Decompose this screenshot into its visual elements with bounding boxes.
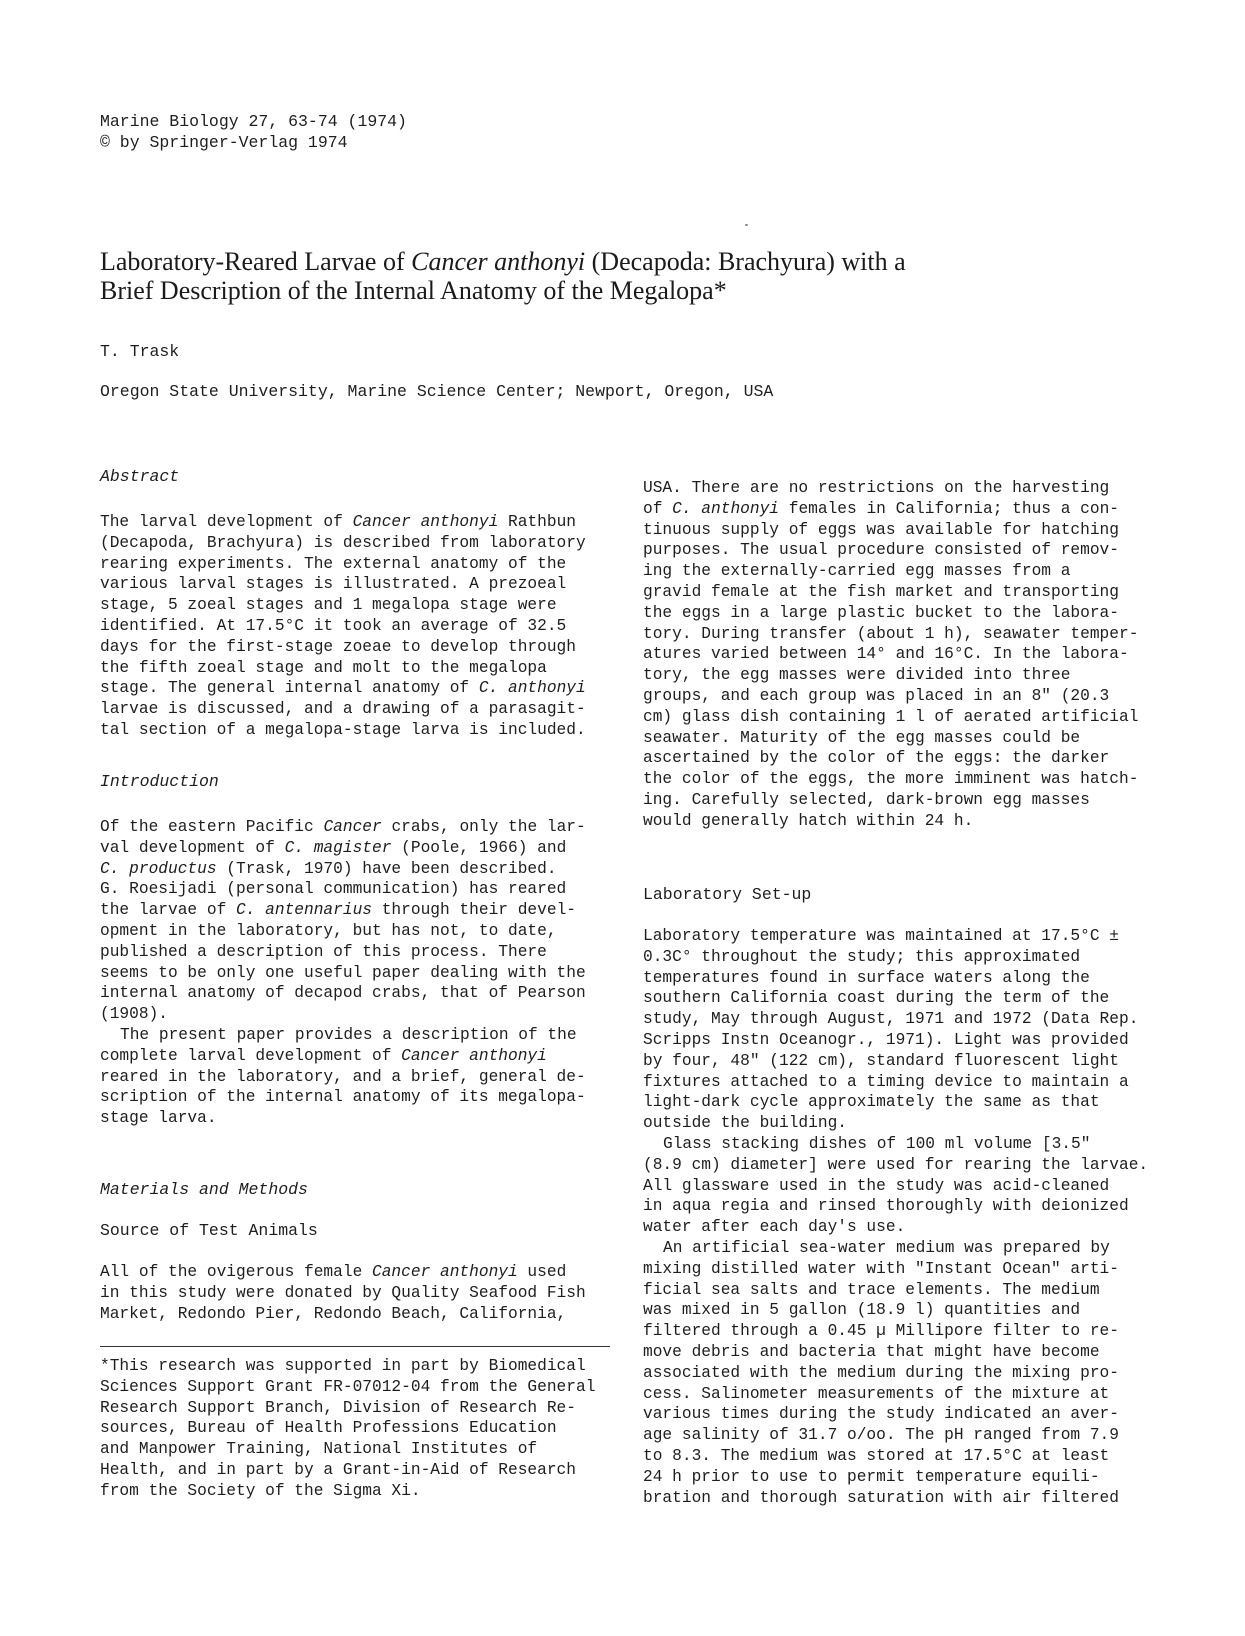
text-segment: opment in the laboratory, but has not, to date, xyxy=(100,921,557,940)
text-line xyxy=(643,926,1173,947)
text-segment: val development of xyxy=(100,838,285,857)
text-segment: stage larva. xyxy=(100,1109,217,1128)
text-segment: stage. The general internal anatomy of xyxy=(100,679,479,698)
text-segment: 24 h prior to use to permit temperature equili- xyxy=(643,1467,1100,1486)
text-segment: in aqua regia and rinsed thoroughly with deionized xyxy=(643,1197,1129,1216)
text-segment: used xyxy=(517,1263,567,1281)
text-segment: Laboratory temperature was maintained at 17.5°C ± xyxy=(643,927,1119,945)
text-line xyxy=(643,644,1173,665)
text-line xyxy=(100,1460,620,1481)
text-line xyxy=(100,637,620,658)
text-segment: Research Support Branch, Division of Research Re- xyxy=(100,1398,576,1417)
text-segment: tinuous supply of eggs was available for hatching xyxy=(643,520,1119,539)
text-line xyxy=(643,1113,1173,1134)
text-segment: Rathbun xyxy=(498,513,577,531)
text-segment: was mixed in 5 gallon (18.9 l) quantities and xyxy=(643,1301,1081,1320)
text-segment: internal anatomy of decapod crabs, that of Pearson xyxy=(100,984,586,1003)
text-segment: tory. During transfer (about 1 h), seawater temper- xyxy=(643,624,1139,643)
text-line xyxy=(643,968,1173,989)
text-line xyxy=(100,1004,620,1025)
text-segment: associated with the medium during the mixing pro- xyxy=(643,1363,1119,1382)
text-line xyxy=(100,983,620,1004)
text-line xyxy=(643,478,1173,499)
species-name: C. anthonyi xyxy=(478,679,586,698)
species-name: C. antennarius xyxy=(236,901,372,920)
species-name: C. anthonyi xyxy=(672,499,780,518)
text-line xyxy=(643,686,1173,707)
text-line xyxy=(100,595,620,616)
text-segment: Health, and in part by a Grant-in-Aid of Research xyxy=(100,1460,576,1479)
text-segment: G. Roesijadi (personal communication) has reared xyxy=(100,880,567,899)
text-segment: to 8.3. The medium was stored at 17.5°C at least xyxy=(643,1446,1110,1465)
text-line xyxy=(643,582,1173,603)
text-line xyxy=(643,1092,1173,1113)
text-line xyxy=(643,1404,1173,1425)
scan-speck xyxy=(745,224,748,226)
text-segment: age salinity of 31.7 o/oo. The pH ranged from 7.9 xyxy=(643,1426,1119,1445)
text-segment: An artificial sea-water medium was prepared by xyxy=(663,1238,1110,1257)
text-line xyxy=(643,1467,1173,1488)
text-segment: ing. Carefully selected, dark-brown egg masses xyxy=(643,790,1090,809)
text-line xyxy=(643,707,1173,728)
journal-citation xyxy=(100,111,407,153)
text-segment: Sciences Support Grant FR-07012-04 from the General xyxy=(100,1377,596,1396)
text-line xyxy=(100,658,620,679)
text-line xyxy=(643,769,1173,790)
text-line xyxy=(100,1283,620,1304)
text-line xyxy=(643,499,1173,520)
text-segment: ascertained by the color of the eggs: the darker xyxy=(643,749,1110,768)
copyright-line: © by Springer-Verlag 1974 xyxy=(100,132,348,152)
footnote xyxy=(100,1356,620,1502)
text-segment: ficial sea salts and trace elements. The medium xyxy=(643,1280,1100,1299)
text-segment: Glass stacking dishes of 100 ml volume [3.5" xyxy=(663,1134,1091,1153)
source-subheading: Source of Test Animals xyxy=(100,1221,318,1240)
text-line xyxy=(643,1425,1173,1446)
text-line xyxy=(643,540,1173,561)
text-segment: sources, Bureau of Health Professions Education xyxy=(100,1419,557,1438)
text-line xyxy=(643,1176,1173,1197)
text-line xyxy=(100,512,620,533)
text-segment: bration and thorough saturation with air filtered xyxy=(643,1488,1119,1507)
species-name: Cancer xyxy=(323,818,382,836)
text-line xyxy=(100,1025,620,1046)
text-line xyxy=(100,720,620,741)
text-line xyxy=(643,1280,1173,1301)
text-segment: *This research was supported in part by Biomedical xyxy=(100,1357,586,1375)
text-segment: mixing distilled water with "Instant Ocean" arti- xyxy=(643,1259,1119,1278)
text-line xyxy=(100,1087,620,1108)
affiliation: Oregon State University, Marine Science Center; Newport, Oregon, USA xyxy=(100,382,774,401)
text-segment: Market, Redondo Pier, Redondo Beach, California, xyxy=(100,1304,567,1323)
source-continued-body xyxy=(643,478,1173,832)
text-line xyxy=(643,748,1173,769)
text-segment: in this study were donated by Quality Seafood Fish xyxy=(100,1283,586,1302)
text-line xyxy=(643,1300,1173,1321)
species-name: C. productus xyxy=(100,859,217,878)
title-species: Cancer anthonyi xyxy=(411,247,586,276)
text-segment: groups, and each group was placed in an 8" (20.3 xyxy=(643,686,1110,705)
text-line xyxy=(643,811,1173,832)
text-segment: gravid female at the fish market and transporting xyxy=(643,582,1119,601)
species-name: Cancer anthonyi xyxy=(401,1046,547,1065)
text-line xyxy=(643,988,1173,1009)
text-segment: (Trask, 1970) have been described. xyxy=(216,859,557,878)
text-segment: tory, the egg masses were divided into three xyxy=(643,666,1071,685)
text-line xyxy=(643,947,1173,968)
text-line xyxy=(643,1342,1173,1363)
text-line xyxy=(100,921,620,942)
text-line xyxy=(643,1155,1173,1176)
text-segment: tal section of a megalopa-stage larva is included. xyxy=(100,720,586,739)
text-segment: stage, 5 zoeal stages and 1 megalopa stage were xyxy=(100,596,557,615)
text-segment: The present paper provides a description of the xyxy=(120,1025,577,1044)
lab-setup-body xyxy=(643,926,1173,1508)
text-segment: cm) glass dish containing 1 l of aerated artificial xyxy=(643,707,1139,726)
text-segment: atures varied between 14° and 16°C. In the labora- xyxy=(643,645,1129,664)
text-line xyxy=(100,1304,620,1325)
text-segment: All glassware used in the study was acid-cleaned xyxy=(643,1176,1110,1195)
text-segment: by four, 48" (122 cm), standard fluorescent light xyxy=(643,1051,1119,1070)
text-line xyxy=(643,1259,1173,1280)
text-line xyxy=(643,603,1173,624)
text-line xyxy=(100,1398,620,1419)
text-line xyxy=(100,533,620,554)
introduction-heading: Introduction xyxy=(100,772,219,791)
text-line xyxy=(643,1363,1173,1384)
title-line-1: Laboratory-Reared Larvae of Cancer anthonyi (Decapoda: Brachyura) with a xyxy=(100,247,906,276)
text-line xyxy=(643,624,1173,645)
text-line xyxy=(100,554,620,575)
text-segment: All of the ovigerous female xyxy=(100,1263,372,1281)
text-segment: the larvae of xyxy=(100,901,236,920)
text-segment: (8.9 cm) diameter] were used for rearing the larvae. xyxy=(643,1155,1149,1174)
text-segment: (1908). xyxy=(100,1005,168,1024)
text-segment: the fifth zoeal stage and molt to the megalopa xyxy=(100,658,547,677)
text-line xyxy=(643,665,1173,686)
materials-body xyxy=(100,1262,620,1324)
text-segment: from the Society of the Sigma Xi. xyxy=(100,1481,421,1500)
text-line xyxy=(643,561,1173,582)
text-line xyxy=(643,1446,1173,1467)
paper-title xyxy=(100,248,1140,305)
text-segment: USA. There are no restrictions on the harvesting xyxy=(643,479,1110,497)
species-name: Cancer anthonyi xyxy=(372,1263,518,1281)
text-segment: fixtures attached to a timing device to maintain a xyxy=(643,1072,1129,1091)
text-line xyxy=(100,1481,620,1502)
text-segment: the color of the eggs, the more imminent was hatch- xyxy=(643,770,1139,789)
text-line xyxy=(643,790,1173,811)
text-line xyxy=(643,1030,1173,1051)
text-line xyxy=(643,1196,1173,1217)
text-segment: 0.3C° throughout the study; this approximated xyxy=(643,947,1081,966)
species-name: Cancer anthonyi xyxy=(352,513,499,531)
text-segment: ing the externally-carried egg masses from a xyxy=(643,562,1071,581)
text-segment: outside the building. xyxy=(643,1114,847,1133)
text-segment: cess. Salinometer measurements of the mixture at xyxy=(643,1384,1110,1403)
text-segment: rearing experiments. The external anatomy of the xyxy=(100,554,567,573)
text-line xyxy=(100,574,620,595)
text-segment: reared in the laboratory, and a brief, general de- xyxy=(100,1067,586,1086)
text-line xyxy=(643,1488,1173,1509)
author: T. Trask xyxy=(100,342,180,361)
text-line xyxy=(100,1067,620,1088)
text-line xyxy=(100,1418,620,1439)
text-line xyxy=(643,728,1173,749)
text-line xyxy=(100,879,620,900)
text-segment: published a description of this process. There xyxy=(100,942,547,961)
text-segment: water after each day's use. xyxy=(643,1218,906,1237)
text-segment: seems to be only one useful paper dealing with the xyxy=(100,963,586,982)
text-line xyxy=(643,1072,1173,1093)
text-line xyxy=(100,678,620,699)
text-segment: through their devel- xyxy=(372,901,576,920)
text-segment: identified. At 17.5°C it took an average of 32.5 xyxy=(100,616,567,635)
text-line xyxy=(100,699,620,720)
materials-heading: Materials and Methods xyxy=(100,1180,308,1199)
text-segment: (Poole, 1966) and xyxy=(391,838,567,857)
text-line xyxy=(100,1356,620,1377)
footnote-rule xyxy=(100,1346,610,1347)
text-segment: temperatures found in surface waters along the xyxy=(643,968,1090,987)
text-segment: scription of the internal anatomy of its megalopa- xyxy=(100,1088,586,1107)
text-line xyxy=(100,900,620,921)
text-segment: move debris and bacteria that might have become xyxy=(643,1342,1100,1361)
text-line xyxy=(643,1321,1173,1342)
title-line-2: Brief Description of the Internal Anatomy of the Megalopa* xyxy=(100,275,727,305)
text-line xyxy=(100,859,620,880)
abstract-body xyxy=(100,512,620,741)
text-line xyxy=(100,616,620,637)
journal-line: Marine Biology 27, 63-74 (1974) xyxy=(100,112,407,131)
text-line xyxy=(100,1439,620,1460)
text-line xyxy=(643,520,1173,541)
abstract-heading: Abstract xyxy=(100,467,180,486)
text-line xyxy=(100,1108,620,1129)
text-segment: of xyxy=(643,499,673,518)
text-segment: southern California coast during the term of the xyxy=(643,989,1110,1008)
text-line xyxy=(643,1134,1173,1155)
text-segment: larvae is discussed, and a drawing of a parasagit- xyxy=(100,700,586,719)
text-segment: The larval development of xyxy=(100,513,353,531)
introduction-body xyxy=(100,817,620,1129)
text-line xyxy=(643,1238,1173,1259)
text-segment: various larval stages is illustrated. A prezoeal xyxy=(100,575,567,594)
text-line xyxy=(100,1262,620,1283)
text-segment: study, May through August, 1971 and 1972 (Data Rep. xyxy=(643,1010,1139,1029)
text-segment: seawater. Maturity of the egg masses could be xyxy=(643,728,1081,747)
species-name: C. magister xyxy=(284,838,392,857)
text-segment: purposes. The usual procedure consisted of remov- xyxy=(643,541,1119,560)
text-line xyxy=(100,838,620,859)
text-segment: Scripps Instn Oceanogr., 1971). Light was provided xyxy=(643,1030,1129,1049)
text-line xyxy=(643,1051,1173,1072)
text-segment: days for the first-stage zoeae to develop through xyxy=(100,637,576,656)
text-segment: complete larval development of xyxy=(100,1046,402,1065)
text-segment: females in California; thus a con- xyxy=(779,499,1120,518)
text-segment: crabs, only the lar- xyxy=(381,818,586,836)
text-segment: the eggs in a large plastic bucket to the labora- xyxy=(643,603,1119,622)
text-segment: would generally hatch within 24 h. xyxy=(643,811,974,830)
text-line xyxy=(100,942,620,963)
text-segment: light-dark cycle approximately the same as that xyxy=(643,1093,1100,1112)
text-segment: and Manpower Training, National Institutes of xyxy=(100,1440,538,1459)
text-line xyxy=(643,1217,1173,1238)
lab-setup-heading: Laboratory Set-up xyxy=(643,885,812,904)
text-line xyxy=(643,1384,1173,1405)
text-line xyxy=(100,817,620,838)
text-segment: various times during the study indicated an aver- xyxy=(643,1405,1119,1424)
text-line xyxy=(100,1046,620,1067)
text-segment: filtered through a 0.45 µ Millipore filter to re- xyxy=(643,1322,1119,1341)
text-segment: (Decapoda, Brachyura) is described from laboratory xyxy=(100,533,586,552)
text-line xyxy=(643,1009,1173,1030)
text-line xyxy=(100,963,620,984)
text-segment: Of the eastern Pacific xyxy=(100,818,324,836)
text-line xyxy=(100,1377,620,1398)
